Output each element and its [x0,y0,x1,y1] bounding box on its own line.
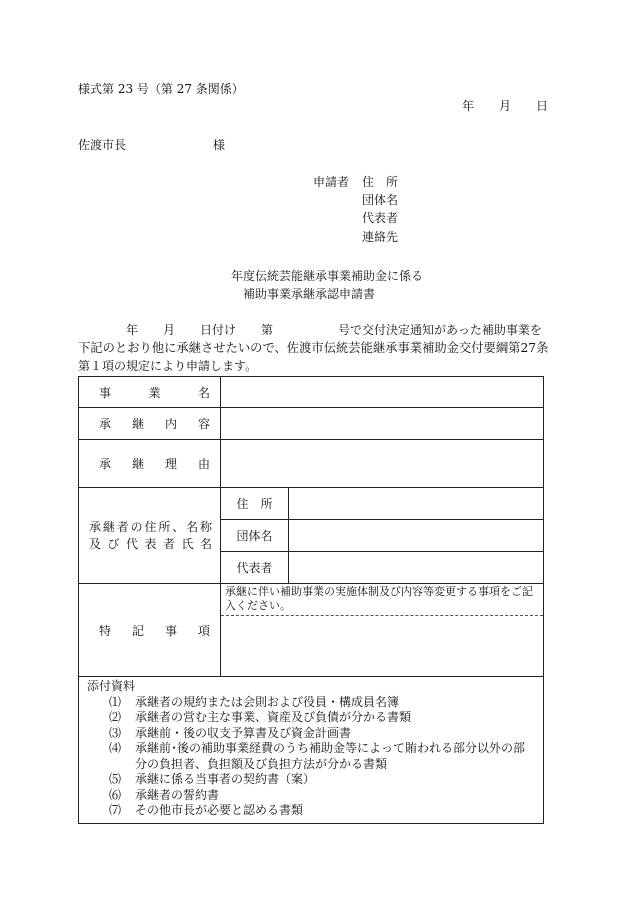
successor-representative-label: 代表者 [221,552,289,584]
attachment-item: ⑵ 承継者の営む主な事業、資産及び負債が分かる書類 [109,710,412,724]
succession-content-field[interactable] [221,408,544,440]
special-notes-field[interactable] [221,584,544,677]
body-year: 年 [126,323,139,337]
attachment-item: ⑶ 承継前・後の収支予算書及び資金計画書 [109,725,352,740]
special-notes-label: 特 記 事 項 [79,584,221,677]
attachments-section [79,677,544,824]
attachment-item: ⑷ 承継前･後の補助事業経費のうち補助金等によって賄われる部分以外の部 [109,741,526,755]
successor-info-label: 承継者の住所、名称 及び代表者氏名 [79,488,221,584]
form-number: 様式第 23 号（第 27 条関係） [78,82,244,96]
applicant-representative-label: 代表者 [362,211,399,225]
date-year-label: 年 [462,99,475,113]
body-line-2: 下記のとおり他に承継させたいので、佐渡市伝統芸能継承事業補助金交付要綱第27条 [78,341,549,355]
succession-reason-field[interactable] [221,440,544,488]
body-line-3: 第１項の規定により申請します。 [78,359,258,373]
business-name-label: 事 業 名 [79,377,221,408]
successor-org-field[interactable] [289,520,544,552]
successor-address-label: 住 所 [221,488,289,520]
succession-reason-label: 承 継 理 由 [79,440,221,488]
business-name-field[interactable] [221,377,544,408]
body-month: 月 [163,323,176,337]
attachment-item: ⑺ その他市長が必要と認める書類 [109,803,304,817]
special-notes-hint: 承継に伴い補助事業の実施体制及び内容等変更する事項をご記入ください。 [225,585,533,612]
title-line-2: 補助事業承継承認申請書 [243,287,376,301]
successor-representative-field[interactable] [289,552,544,584]
succession-content-label: 承 継 内 容 [79,408,221,440]
attachment-item-continuation: 分の負担者、負担額及び負担方法が分かる書類 [135,756,388,771]
body-dai: 第 [261,323,274,337]
applicant-label: 申請者 [313,175,350,189]
body-line1-tail: 号で交付決定通知があった補助事業を [338,323,542,337]
addressee-name: 佐渡市長 [78,138,127,152]
applicant-address-label: 住 所 [362,175,399,189]
application-table [78,376,544,824]
addressee-honorific: 様 [213,138,226,152]
body-dated: 日付け [200,323,237,337]
attachment-item: ⑴ 承継者の規約または会則および役員・構成員名簿 [109,694,400,709]
successor-org-label: 団体名 [221,520,289,552]
applicant-contact-label: 連絡先 [362,230,399,244]
attachments-heading: 添付資料 [87,679,136,693]
date-month-label: 月 [499,99,512,113]
hint-divider [221,615,543,616]
applicant-org-label: 団体名 [362,193,399,207]
title-line-1: 年度伝統芸能継承事業補助金に係る [231,269,424,283]
attachment-item: ⑹ 承継者の誓約書 [109,787,220,802]
date-day-label: 日 [536,99,549,113]
attachment-item: ⑸ 承継に係る当事者の契約書（案） [109,772,316,786]
successor-address-field[interactable] [289,488,544,520]
